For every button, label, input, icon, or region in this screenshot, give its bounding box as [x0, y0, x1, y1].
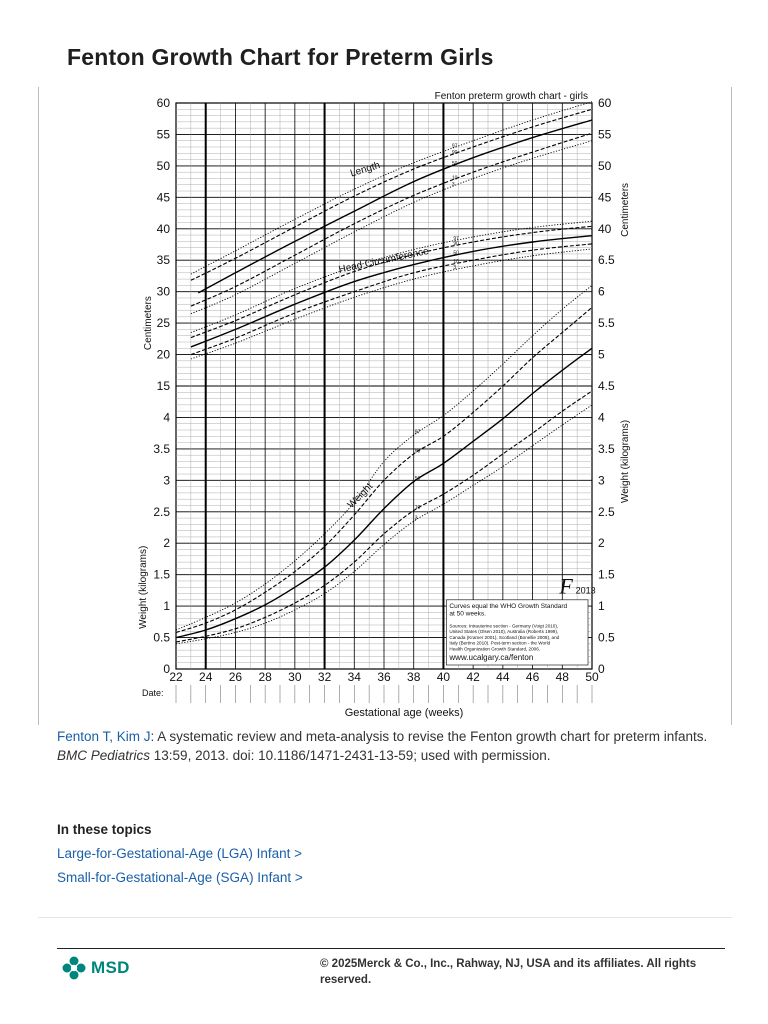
right-axis-title-cm: Centimeters — [620, 182, 631, 237]
left-tick-label: 0 — [163, 662, 170, 676]
left-tick-label: 45 — [156, 190, 170, 205]
x-tick-label: 38 — [407, 670, 421, 684]
who-box-sources: Italy (Bertino 2010). Post-term section - the World — [449, 640, 551, 646]
x-tick-label: 48 — [555, 670, 569, 684]
msd-logo[interactable] — [62, 956, 130, 980]
x-tick-label: 50 — [585, 670, 599, 684]
who-box-heading: at 50 weeks. — [449, 610, 486, 618]
x-tick-label: 24 — [199, 670, 213, 684]
left-tick-label: 25 — [156, 316, 170, 331]
x-tick-label: 28 — [258, 670, 272, 684]
left-tick-label: 50 — [156, 158, 170, 173]
percentile-label-weight: 90 — [414, 448, 421, 455]
who-box-sources: Health Organization Growth Standard, 2006. — [449, 646, 541, 652]
page-title: Fenton Growth Chart for Preterm Girls — [67, 44, 494, 70]
left-tick-label: 20 — [156, 347, 170, 362]
right-tick-label: 40 — [598, 221, 612, 236]
left-tick-label: 15 — [156, 379, 170, 393]
right-tick-label: 0 — [598, 662, 605, 676]
x-axis-label: Gestational age (weeks) — [344, 707, 464, 719]
left-tick-label: 30 — [156, 284, 170, 299]
right-tick-label: 3 — [598, 473, 605, 488]
percentile-label-length: 50 — [451, 161, 458, 168]
right-tick-label: 55 — [598, 127, 612, 142]
percentile-label-head: 10 — [453, 259, 459, 266]
percentile-label-head: 97 — [453, 235, 459, 242]
chart-title: Fenton preterm growth chart - girls — [434, 91, 588, 102]
left-tick-label: 2 — [163, 536, 170, 551]
growth-chart — [130, 84, 640, 724]
right-tick-label: 60 — [598, 96, 612, 110]
percentile-label-weight: 10 — [414, 505, 421, 512]
right-tick-label: 2.5 — [598, 504, 615, 519]
msd-logo-icon — [62, 956, 86, 980]
who-box-heading: Curves equal the WHO Growth Standard — [449, 602, 568, 610]
left-axis-title-kg: Weight (kilograms) — [138, 545, 149, 629]
caption-journal: BMC Pediatrics — [57, 748, 151, 763]
left-tick-label: 40 — [156, 221, 170, 236]
left-tick-label: 3 — [163, 473, 170, 488]
percentile-label-length: 10 — [451, 175, 458, 182]
who-box-sources: United States (Olsen 2010), Australia (Roberts 1999), — [449, 629, 559, 635]
right-axis-title-kg: Weight (kilograms) — [620, 419, 631, 504]
topic-link-lga[interactable]: Large-for-Gestational-Age (LGA) Infant > — [57, 846, 302, 861]
content-divider — [38, 917, 732, 918]
percentile-label-head: 90 — [453, 240, 459, 247]
figure-caption — [57, 727, 717, 765]
left-tick-label: 3.5 — [153, 441, 170, 456]
right-tick-label: 5 — [598, 347, 605, 362]
left-tick-label: 2.5 — [153, 504, 170, 519]
date-label: Date: — [142, 688, 164, 698]
x-tick-label: 46 — [525, 670, 540, 684]
left-tick-label: 0.5 — [153, 630, 170, 645]
left-tick-label: 55 — [156, 127, 170, 142]
right-tick-label: 45 — [598, 190, 612, 205]
who-box-url: www.ucalgary.ca/fenton — [449, 653, 534, 662]
fenton-logo-year: 2013 — [575, 585, 596, 596]
percentile-label-length: 97 — [451, 143, 458, 150]
percentile-label-length: 90 — [451, 149, 458, 156]
group-label-weight: Weight — [345, 481, 376, 511]
fenton-logo-f: F — [559, 573, 573, 599]
who-box-sources: Sources: Intrauterine section - Germany (Voigt 2010), — [449, 623, 559, 629]
left-tick-label: 4 — [163, 410, 170, 425]
right-tick-label: 0.5 — [598, 630, 615, 645]
right-tick-label: 50 — [598, 158, 612, 173]
percentile-label-length: 3 — [451, 181, 455, 188]
x-tick-label: 32 — [317, 670, 332, 684]
topic-link-sga[interactable]: Small-for-Gestational-Age (SGA) Infant > — [57, 870, 303, 885]
x-tick-label: 30 — [288, 670, 302, 684]
who-box-sources: Canada (Kramer 2001), Scotland (Bonellie 2008), and — [449, 634, 560, 640]
percentile-label-weight: 97 — [414, 429, 421, 436]
footer-divider — [57, 948, 725, 949]
x-tick-label: 34 — [347, 670, 361, 684]
frame-right-border — [731, 87, 732, 725]
group-label-head: Head Circumference — [337, 245, 430, 276]
right-tick-label: 1 — [598, 599, 605, 614]
x-tick-label: 44 — [496, 670, 510, 684]
right-tick-label: 6 — [598, 284, 605, 299]
topics-heading: In these topics — [57, 822, 152, 837]
copyright-text: © 2025Merck & Co., Inc., Rahway, NJ, USA and its affiliates. All rights reserved. — [320, 958, 697, 986]
x-tick-label: 22 — [169, 670, 183, 684]
x-tick-label: 40 — [436, 670, 451, 684]
group-label-length: Length — [348, 159, 382, 180]
percentile-label-head: 50 — [453, 250, 459, 257]
x-tick-label: 42 — [466, 670, 480, 684]
percentile-label-weight: 50 — [414, 476, 421, 483]
left-axis-title-cm: Centimeters — [143, 296, 154, 351]
right-tick-label: 1.5 — [598, 567, 615, 582]
right-tick-label: 6.5 — [598, 253, 615, 268]
left-tick-label: 60 — [156, 96, 170, 110]
right-tick-label: 3.5 — [598, 441, 615, 456]
left-tick-label: 35 — [156, 253, 170, 268]
percentile-label-weight: 3 — [414, 515, 418, 522]
left-tick-label: 1 — [163, 599, 170, 614]
left-tick-label: 1.5 — [153, 567, 170, 582]
frame-left-border — [38, 87, 39, 725]
right-tick-label: 4.5 — [598, 379, 615, 393]
citation-link[interactable]: Fenton T, Kim J — [57, 729, 151, 744]
x-tick-label: 36 — [377, 670, 391, 684]
right-tick-label: 5.5 — [598, 316, 615, 331]
caption-text-2: 13:59, 2013. doi: 10.1186/1471-2431-13-59; used with permission. — [150, 748, 551, 763]
caption-text-1: : A systematic review and meta-analysis to revise the Fenton growth chart for preterm infants. — [150, 729, 708, 744]
right-tick-label: 2 — [598, 536, 605, 551]
x-tick-label: 26 — [228, 670, 243, 684]
right-tick-label: 4 — [598, 410, 605, 425]
percentile-label-head: 3 — [453, 265, 457, 272]
msd-logo-text: MSD — [91, 958, 130, 977]
